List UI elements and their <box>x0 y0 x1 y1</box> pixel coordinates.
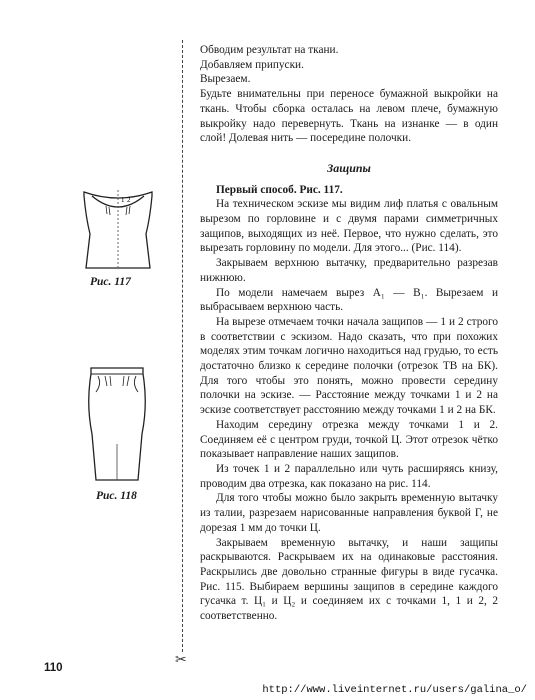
bodice-sketch <box>78 190 158 272</box>
paragraph: Будьте внимательны при переносе бумажной выкройки на ткань. Чтобы сборка осталась на левом плече, бумажную выкройку надо перевернуть. Ткань на изнанке — в один слой! Долевая нить — посередине полочки. <box>200 88 498 145</box>
figure-117-caption: Рис. 117 <box>90 276 131 288</box>
subheading: Первый способ. Рис. 117. <box>216 183 343 196</box>
skirt-sketch <box>86 364 148 484</box>
section-heading: Защипы <box>327 160 371 175</box>
paragraph: На техническом эскизе мы видим лиф платья с овальным вырезом по горловине и с двумя парами симметричных защипов, выходящих из неё. Первое, что нужно сделать, это вырезать горловину по модели. Для этого... (Рис. 114). <box>200 198 498 255</box>
paragraph: Для того чтобы можно было закрыть временную вытачку из талии, разрезаем нарисованные направления буквой Г, не дорезая 1 мм до точки Ц. <box>200 492 498 534</box>
fig117-label-1: 1 <box>121 196 125 204</box>
figure-118-caption: Рис. 118 <box>96 490 137 502</box>
figure-118 <box>86 364 148 484</box>
scissors-icon: ✂ <box>175 652 187 668</box>
paragraph: Добавляем припуски. <box>200 58 304 71</box>
text-column <box>200 43 498 624</box>
paragraph: Закрываем верхнюю вытачку, предварительно разрезав нижнюю. <box>200 257 498 284</box>
paragraph: Находим середину отрезка между точками 1 и 2. Соединяем её с центром груди, точкой Ц. Этот отрезок чётко показывает направление наших защипов. <box>200 418 498 461</box>
page-number: 110 <box>44 662 63 674</box>
paragraph: По модели намечаем вырез А₁ — В₁. Вырезаем и выбрасываем верхнюю часть. <box>200 286 498 314</box>
fig117-label-2: 2 <box>127 196 131 204</box>
paragraph: Из точек 1 и 2 параллельно или чуть расширяясь книзу, проводим два отрезка, как показано на рис. 114. <box>200 462 498 490</box>
cut-line-divider <box>182 40 183 652</box>
paragraph: На вырезе отмечаем точки начала защипов — 1 и 2 строго в соответствии с эскизом. Надо сказать, что при похожих моделях этим точкам логично находиться над грудью, то есть достаточно близко к середине полочки (отрезок ТВ на БК). Для того чтобы это понять, можно провести середину полочки на эскизе. — Расстояние между точками 1 и 2 на эскизе соответствует расстоянию между точками 1 и 2 на БК. <box>200 315 498 417</box>
watermark-url: http://www.liveinternet.ru/users/galina_o/ <box>262 684 527 696</box>
paragraph: Вырезаем. <box>200 73 251 86</box>
figure-117 <box>78 190 158 272</box>
paragraph: Закрываем временную вытачку, и наши защипы раскрываются. Раскрываем их на одинаковые расстояния. Раскрылись две довольно странные фигуры в виде гусачка. Рис. 115. Выбираем вершины защипов в середине каждого гусачка т. Ц₁ и Ц₂ и соединяем их с точками 1, 1 и 2, 2 соответственно. <box>200 536 498 623</box>
paragraph: Обводим результат на ткани. <box>200 44 339 56</box>
